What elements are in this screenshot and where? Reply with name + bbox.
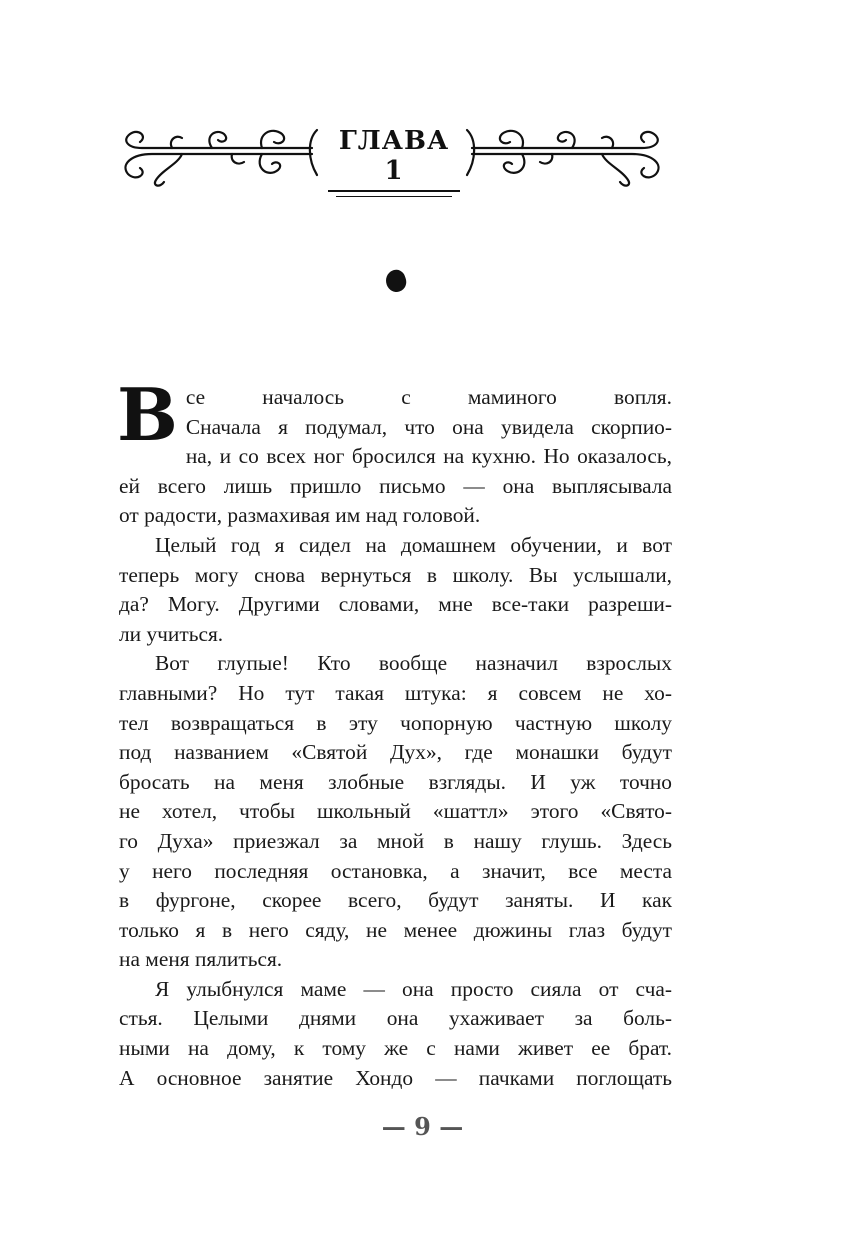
- paragraph-line: Я улыбнулся маме — она просто сияла от сча-: [155, 976, 672, 1001]
- paragraph-line: ей всего лишь пришло письмо — она выплясывала: [119, 473, 672, 498]
- drop-cap: В: [117, 372, 178, 457]
- paragraph-line: се началось с маминого вопля.: [185, 385, 672, 409]
- paragraph-line: теперь могу снова вернуться в школу. Вы услышали,: [119, 562, 672, 587]
- paragraph-line: да? Могу. Другими словами, мне все-таки разреши-: [119, 592, 672, 617]
- paragraph-line: стья. Целыми днями она ухаживает за боль-: [119, 1006, 672, 1031]
- ornament-right-icon: [462, 120, 672, 190]
- paragraph-line: бросать на меня злобные взгляды. И уж точно: [119, 769, 672, 794]
- paragraph-line: Целый год я сидел на домашнем обучении, и вот: [155, 532, 672, 557]
- paragraph-line: только я в него сяду, не менее дюжины глаз будут: [119, 917, 672, 942]
- chapter-title: ГЛАВА 1: [328, 126, 460, 192]
- paragraph-line: А основное занятие Хондо — пачками поглощать: [119, 1065, 672, 1090]
- paragraph-line: ными на дому, к тому же с нами живет ее брат.: [119, 1036, 672, 1061]
- page-number: — 9 —: [381, 1112, 464, 1141]
- paragraph-line: у него последняя остановка, а значит, все места: [119, 858, 672, 883]
- paragraph-line: в фургоне, скорее всего, будут заняты. И как: [119, 888, 672, 913]
- section-bullet-icon: [383, 267, 409, 295]
- paragraph-line: Сначала я подумал, что она увидела скорпио-: [185, 414, 672, 439]
- paragraph-line: тел возвращаться в эту чопорную частную школу: [119, 710, 672, 735]
- paragraph-line: ли учиться.: [119, 621, 224, 646]
- paragraph-line: Вот глупые! Кто вообще назначил взрослых: [155, 651, 672, 676]
- chapter-header: [0, 112, 845, 192]
- paragraph-line: от радости, размахивая им над головой.: [119, 503, 481, 528]
- paragraph-line: на, и со всех ног бросился на кухню. Но оказалось,: [185, 444, 672, 469]
- body-text: [117, 372, 672, 1093]
- paragraph-line: главными? Но тут такая штука: я совсем не хо-: [119, 680, 672, 705]
- paragraph-line: под названием «Святой Дух», где монашки будут: [119, 740, 672, 765]
- paragraph-line: не хотел, чтобы школьный «шаттл» этого «Свято-: [119, 799, 672, 824]
- paragraph-line: го Духа» приезжал за мной в нашу глушь. Здесь: [119, 828, 672, 853]
- paragraph-line: на меня пялиться.: [119, 947, 283, 972]
- ornament-left-icon: [112, 120, 322, 190]
